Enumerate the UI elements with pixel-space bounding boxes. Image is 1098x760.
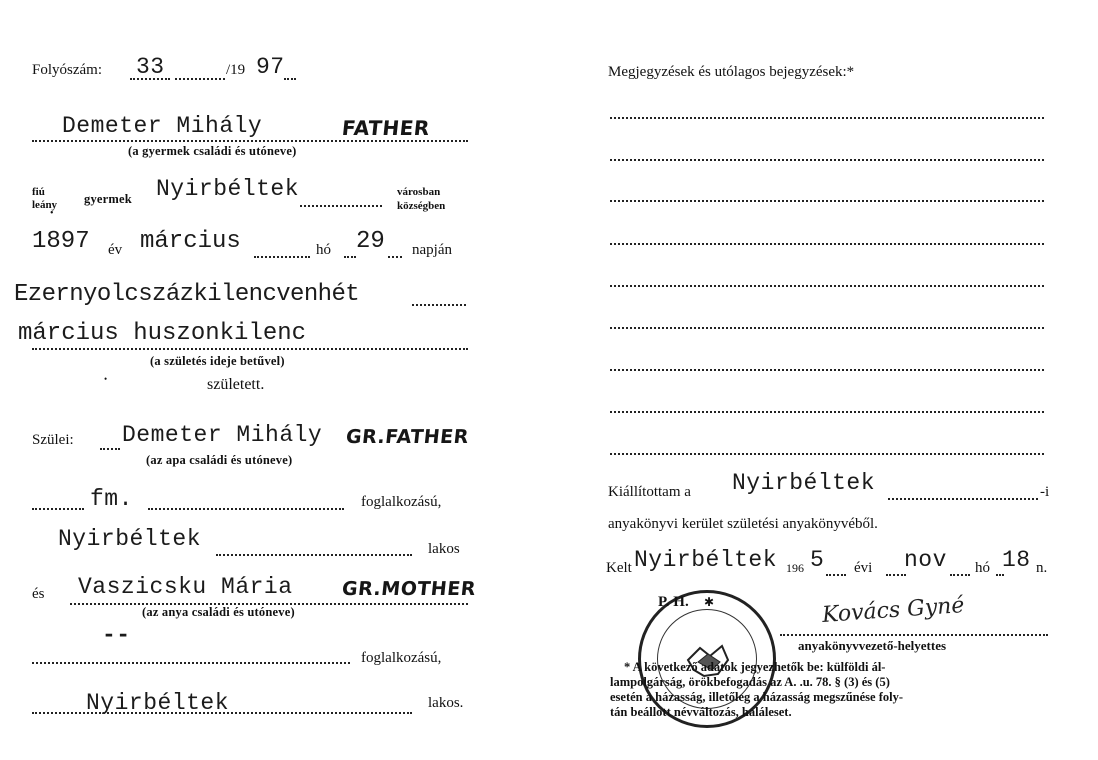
n-label: n. — [1036, 560, 1048, 576]
folyoszam-year-prefix: /19 — [226, 62, 246, 78]
kelt-day: 18 — [1002, 547, 1031, 573]
svg-text:✱: ✱ — [704, 595, 715, 609]
signature-line — [780, 634, 1048, 636]
folyoszam-label: Folyószám: — [32, 62, 102, 78]
dotted-line — [32, 348, 468, 350]
remarks-label: Megjegyzések és utólagos bejegyzések:* — [608, 64, 855, 80]
issued-place: Nyirbéltek — [732, 470, 876, 496]
official-title: anyakönyvvezető-helyettes — [798, 638, 947, 653]
birth-day: 29 — [356, 228, 385, 255]
footnote-line-1: * A következő adatok jegyezhetők be: külföldi ál- — [624, 660, 886, 674]
dotted-line — [254, 256, 310, 258]
dot-mark: • — [104, 374, 108, 384]
kelt-year: 5 — [810, 547, 825, 573]
kelt-month: nov — [904, 547, 947, 573]
dotted-line — [100, 448, 120, 450]
dotted-line — [32, 140, 468, 142]
dotted-line — [344, 256, 356, 258]
leany-label: leány — [32, 199, 58, 211]
dotted-line — [950, 574, 970, 576]
father-occupation: fm. — [90, 486, 133, 512]
child-caption: (a gyermek családi és utóneve) — [128, 144, 297, 158]
dotted-line — [148, 508, 344, 510]
ho-label: hó — [316, 242, 331, 258]
child-name: Demeter Mihály — [62, 113, 263, 139]
issued-label: Kiállítottam a — [608, 484, 691, 500]
kelt-label: Kelt — [606, 560, 632, 576]
remarks-line — [610, 285, 1044, 287]
remarks-line — [610, 200, 1044, 202]
father-annotation: GR.FATHER — [344, 426, 470, 448]
signature: Kovács Gyné — [821, 593, 966, 628]
szuletett-label: született. — [207, 376, 265, 393]
dotted-line — [996, 574, 1004, 576]
issued-suffix: -i — [1040, 484, 1050, 500]
es-label: és — [32, 586, 45, 602]
remarks-line — [610, 117, 1044, 119]
dotted-line — [175, 78, 225, 80]
father-residence: Nyirbéltek — [58, 526, 202, 552]
foglalkozasu-label: foglalkozású, — [361, 494, 442, 510]
registry-line: anyakönyvi kerület születési anyakönyvéből. — [608, 516, 878, 532]
dotted-line — [888, 498, 1038, 500]
birth-place: Nyirbéltek — [156, 176, 300, 202]
mother-annotation: GR.MOTHER — [340, 578, 477, 600]
dot-mark: • — [50, 208, 54, 219]
dotted-line — [32, 508, 84, 510]
napjan-label: napján — [412, 242, 452, 258]
mother-occupation: -- — [102, 622, 131, 648]
dotted-line — [388, 256, 402, 258]
folyoszam-year: 97 — [256, 54, 285, 80]
mother-name: Vaszicsku Mária — [78, 574, 293, 600]
remarks-line — [610, 243, 1044, 245]
lakos-label-2: lakos. — [428, 695, 464, 711]
child-annotation: FATHER — [340, 116, 432, 140]
footnote-line-4: tán beállott névváltozás, haláleset. — [610, 705, 792, 719]
szulei-label: Szülei: — [32, 432, 74, 448]
written-date-caption: (a születés ideje betűvel) — [150, 354, 285, 368]
kozsegben-label: községben — [397, 200, 446, 212]
mother-caption: (az anya családi és utóneve) — [142, 605, 295, 619]
fiu-label: fiú — [32, 186, 45, 198]
remarks-line — [610, 327, 1044, 329]
ev-label: év — [108, 242, 123, 258]
kelt-place: Nyirbéltek — [634, 547, 778, 573]
remarks-line — [610, 411, 1044, 413]
lakos-label: lakos — [428, 541, 460, 557]
dotted-line — [32, 712, 412, 714]
father-caption: (az apa családi és utóneve) — [146, 453, 293, 467]
gyermek-label: gyermek — [84, 192, 132, 206]
footnote-line-3: esetén a házasság, illetőleg a házasság megszűnése foly- — [610, 690, 904, 704]
dotted-line — [284, 78, 296, 80]
mother-residence: Nyirbéltek — [86, 690, 230, 716]
birth-date-written-line2: március huszonkilenc — [18, 320, 307, 347]
dotted-line — [412, 304, 466, 306]
ph-label: P. H. — [658, 594, 689, 610]
birth-month: március — [140, 228, 241, 255]
dotted-line — [32, 662, 350, 664]
dotted-line — [886, 574, 906, 576]
dotted-line — [300, 205, 382, 207]
varosban-label: városban — [397, 186, 441, 198]
footnote-line-2: lampolgárság, örökbefogadás az A. .u. 78. § (3) és (5) — [610, 675, 890, 689]
remarks-line — [610, 369, 1044, 371]
evi-label: évi — [854, 560, 873, 576]
ho-label: hó — [975, 560, 990, 576]
remarks-line — [610, 159, 1044, 161]
remarks-line — [610, 453, 1044, 455]
dotted-line — [216, 554, 412, 556]
kelt-year-prefix: 196 — [786, 561, 804, 575]
birth-year: 1897 — [32, 228, 90, 255]
folyoszam-number: 33 — [136, 54, 165, 80]
birth-date-written-line1: Ezernyolcszázkilencvenhét — [14, 281, 360, 308]
dotted-line — [826, 574, 846, 576]
foglalkozasu-label-2: foglalkozású, — [361, 650, 442, 666]
father-name: Demeter Mihály — [122, 422, 323, 448]
